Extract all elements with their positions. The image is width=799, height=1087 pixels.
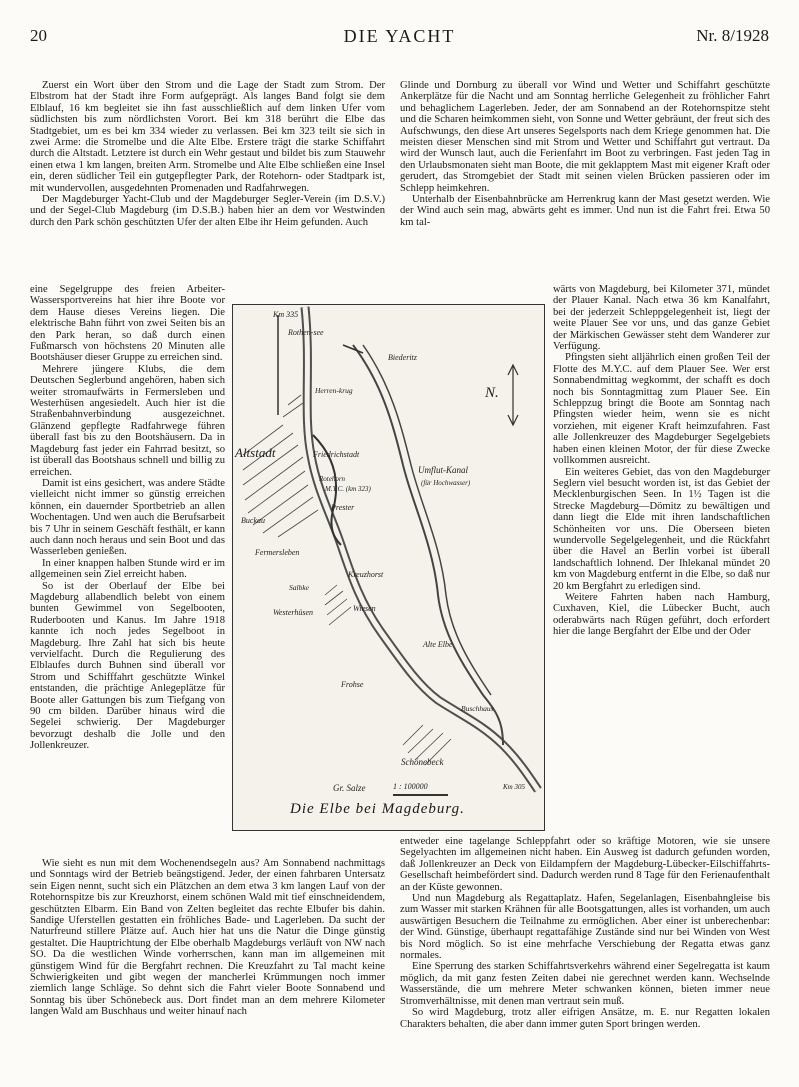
map-label-buschhaus: Buschhaus bbox=[461, 704, 494, 713]
right-column-top bbox=[400, 80, 770, 228]
map-label-wiesen: Wiesen bbox=[353, 604, 376, 613]
paragraph: Glinde und Dornburg zu überall vor Wind und Wetter und Schiffahrt geschützte Ankerplätze für die Nacht und am Sonntag herrliche Gelegenheit zu fröhlicher Fahrt und behaglichem Lagerleben. Jeder, der am Sonnabend an der Rotehornspitze steht und die Scharen heimkommen sieht, von Sonne und Wetter gebräunt, der freut sich des Aufschwungs, den diese Art unseres Segelsports nach dem Kriege genommen hat. Die meisten dieser Menschen sind mit Strom und Wetter und Schiffahrt gut vertraut. Da wird der Wunsch laut, auch die Ferienfahrt im Boot zu verbringen. Fast jeden Tag in den Urlaubsmonaten sieht man Boote, die mit geklapptem Mast mit eigener Kraft oder gerudert, das Stromgebiet der Stadt mit seinen vielen Brücken passieren oder im Schlepp heimkehren. bbox=[400, 80, 770, 194]
paragraph: So wird Magdeburg, trotz aller eifrigen Ansätze, m. E. nur Regatten lokalen Charakters behalten, die aber dann immer guten Sport bringen werden. bbox=[400, 1007, 770, 1030]
right-column-bottom bbox=[400, 836, 770, 1030]
paragraph: Mehrere jüngere Klubs, die dem Deutschen Seglerbund angehören, haben sich weiter stromaufwärts in Fermersleben und Westerhüsen angesiedelt. Auch hier ist die Straßenbahnverbindung ausgezeichnet. Glänzend gepflegte Radfahrwege führen überall fast bis zu den Bootshäusern. Da in Magdeburg fast jeder ein Fahrrad besitzt, so ist überall das Bootshaus schnell und billig zu erreichen. bbox=[30, 363, 225, 478]
map-label-myc: M.Y.C. (km 323) bbox=[325, 485, 371, 493]
map-label-friedrichstadt: Friedrichstadt bbox=[313, 450, 360, 459]
map-label-buckau: Buckau bbox=[241, 516, 265, 525]
left-column-top bbox=[30, 80, 385, 228]
paragraph: wärts von Magdeburg, bei Kilometer 371, mündet der Plauer Kanal. Nach etwa 36 km Kanalfahrt, bei der jederzeit Schleppgelegenheit ist, liegt der weite Plauer See vor uns, und das ganze Gebiet der Märkischen Gewässer steht dem Wanderer zur Verfügung. bbox=[553, 284, 770, 353]
paragraph: Zuerst ein Wort über den Strom und die Lage der Stadt zum Strom. Der Elbstrom hat der Stadt ihre Form aufgeprägt. Als langes Band folgt sie dem Elblauf, 16 km begleitet sie ihn fast ausschließlich auf dem linken Ufer vom südlichsten bis zum nördlichsten Vorort. Bei km 318 berührt die Elbe das Stadtgebiet, um es bei km 334 wieder zu verlassen. Bei km 323 teilt sie sich in zwei Arme: die Stromelbe und die Alte Elbe. Erstere trägt die starke Schiffahrt durch die Altstadt. Letztere ist durch ein Wehr gestaut und bildet bis zum Stauwehr einen etwa 1 km langen, breiten Arm. Stromelbe und Alte Elbe schließen eine Insel ein, deren südlicher Teil ein gutgepflegter Park, der Rotehorn- oder Stadtpark ist, mit wundervollen, ausgedehnten Promenaden und Radfahrwegen. bbox=[30, 80, 385, 194]
map-label-scale: 1 : 100000 bbox=[393, 782, 428, 791]
paragraph: Der Magdeburger Yacht-Club und der Magdeburger Segler-Verein (im D.S.V.) und der Segel-Club Magdeburg (im D.S.B.) haben hier an dem vor Westwinden durch den Park schön geschützten Ufer der alten Elbe ihr Heim gefunden. Auch bbox=[30, 194, 385, 228]
map-label-kreuzhorst: Kreuzhorst bbox=[348, 570, 384, 579]
map-label-km335: Km 335 bbox=[273, 310, 299, 319]
page-header bbox=[0, 0, 799, 60]
map-label-herrenkrug: Herren-krug bbox=[315, 386, 353, 395]
map-label-westerhuesen: Westerhüsen bbox=[273, 608, 313, 617]
map-label-grsalze: Gr. Salze bbox=[333, 783, 366, 793]
map-label-fermersleben: Fermersleben bbox=[255, 548, 300, 557]
map-label-north: N. bbox=[485, 385, 499, 401]
paragraph: Weitere Fahrten haben nach Hamburg, Cuxhaven, Kiel, die Lübecker Bucht, auch oderabwärts nach Rügen geführt, doch erfordert hier die lange Bergfahrt der Elbe und der Oder bbox=[553, 591, 770, 638]
paragraph: Eine Sperrung des starken Schiffahrtsverkehrs während einer Segelregatta ist kaum möglich, da mit ganz festen Zeiten dabei nie gerechnet werden kann. Wechselnde Wasserstände, die um mehrere Meter schwanken können, bieten immer neue Stromverhältnisse, mit denen man vertraut sein muß. bbox=[400, 961, 770, 1007]
left-column-narrow bbox=[30, 284, 225, 752]
elbe-river-inner bbox=[305, 307, 538, 790]
map-label-biederitz: Biederitz bbox=[388, 353, 417, 362]
map-label-schoenebeck: Schönebeck bbox=[401, 757, 444, 767]
map-label-hochwasser: (für Hochwasser) bbox=[421, 479, 471, 487]
paragraph: entweder eine tagelange Schleppfahrt oder so kräftige Motoren, wie sie unsere Segelyachten im allgemeinen nicht haben. Ein Ausweg ist dadurch gefunden worden, daß Jollenkreuzer an Deck von Eildampfern der Magdeburg-Lübecker-Eilschiffahrts-Gesellschaft heimbefördert sind. Dadurch werden rund 8 Tage für den Ferienaufenthalt an der Küste gewonnen. bbox=[400, 836, 770, 893]
map-label-alte-elbe: Alte Elbe bbox=[423, 640, 453, 649]
paragraph: Und nun Magdeburg als Regattaplatz. Hafen, Segelanlagen, Eisenbahngleise bis zum Wasser mit starken Krähnen für alle Bootsgattungen, alles ist vorhanden, um auch auswärtigen Besuchern die Teilnahme zu ermöglichen. Aber einer ist unberechenbar: der Wind. Günstige, überhaupt regattafähige Zustände sind nur bei Winden von West bis Nord möglich. So ist eine mehrfache Verschiebung der Regatta etwas ganz normales. bbox=[400, 893, 770, 962]
issue-number: Nr. 8/1928 bbox=[696, 26, 769, 45]
paragraph: eine Segelgruppe des freien Arbeiter-Wassersportvereins hat hier ihre Boote vor dem Hause dieses Vereins liegen. Die elektrische Bahn führt von zwei Seiten bis an den Park heran, so daß durch einen Fußmarsch von höchstens 20 Minuten alle Bootshäuser dieser Gruppe zu erreichen sind. bbox=[30, 284, 225, 364]
umflut-kanal bbox=[353, 345, 503, 745]
map-label-prester: Prester bbox=[331, 503, 355, 512]
north-arrow bbox=[508, 365, 518, 425]
paragraph: So ist der Oberlauf der Elbe bei Magdeburg allabendlich belebt von einem bunten Gewimmel von Segelbooten, Ruderbooten und Kanus. Im Jahre 1918 kannte ich noch jedes Segelboot in Magdeburg. Ihre Zahl hat sich bis heute vervielfacht. Durch die Regulierung des Elblaufes durch Buhnen sind überall vor Strom und Schifffahrt geschützte Winkel entstanden, die prächtige Anlegeplätze für Boote aller Gattungen bis zum Tiefgang von 90 cm bilden. Darüber hinaus wird die Segelei schwierig. Der Magdeburger bevorzugt deshalb die Jolle und den Jollenkreuzer. bbox=[30, 580, 225, 752]
map-label-frohse: Frohse bbox=[341, 680, 364, 689]
paragraph: Wie sieht es nun mit dem Wochenendsegeln aus? Am Sonnabend nachmittags und Sonntags wird der Betrieb beängstigend. Jeder, der einen fahrbaren Untersatz sein Eigen nennt, sucht sich ein Plätzchen an dem etwa 3 km langen Lauf von der Rotehornspitze bis zur Kreuzhorst, einem schönen Wald mit tief einschneidendem, geschützten Elbarm. Ein Band von Zelten begleitet das rechte Elbufer bis dahin. Sandige Uferstellen gestatten ein fröhliches Bade- und Lagerleben. Da sucht der Naturfreund stillere Plätze auf. Auch hier hat uns die Natur die Dinge günstig gestaltet. Die Hauptrichtung der Elbe oberhalb Magdeburgs verläuft von NW nach SO. Da die westlichen Winde vorherrschen, kann man im allgemeinen mit günstigem Wind für die Bergfahrt rechnen. Die Kreuzfahrt zu Tal macht keine Schwierigkeiten und gibt wegen der mancherlei Krümmungen noch immer ziemlich lange Schläge. So dehnt sich die Fahrt vieler Boote Sonnabend und Sonntag bis über Schönebeck aus. Dort findet man an dem mehrere Kilometer langen Wald am Buschhaus und weiter hinauf nach bbox=[30, 858, 385, 1018]
magazine-title: DIE YACHT bbox=[343, 26, 456, 46]
paragraph: Unterhalb der Eisenbahnbrücke am Herrenkrug kann der Mast gesetzt werden. Wie der Wind auch sein mag, abwärts geht es immer. Und nun ist die Fahrt frei. Etwa 50 km tal- bbox=[400, 194, 770, 228]
map-label-altstadt: Altstadt bbox=[235, 445, 276, 460]
paragraph: Pfingsten sieht alljährlich einen großen Teil der Flotte des M.Y.C. auf dem Plauer See. Wer erst Sonnabendmittag wegkommt, der schafft es doch noch bis Sonntagmittag zum Plauer See. Ein Schleppzug bringt die Boote am Sonntag nach Pfingsten wieder heim, wenn sie es nicht vorziehen, mit eigener Kraft heimzufahren. Fast alle Jollenkreuzer des Magdeburger Segelgebiets haben einen kleinen Motor, der für diese Zwecke vollkommen ausreicht. bbox=[553, 352, 770, 467]
left-column-bottom bbox=[30, 858, 385, 1018]
map-label-km305: Km 305 bbox=[503, 783, 525, 791]
page-number: 20 bbox=[30, 26, 47, 45]
right-column-narrow bbox=[553, 284, 770, 638]
map-drawing bbox=[233, 305, 544, 830]
map-label-rotehorn: Rotehorn bbox=[319, 475, 346, 483]
map-label-rothensee: Rothen-see bbox=[288, 328, 324, 337]
westerhuesen-hatching bbox=[325, 585, 351, 625]
map-label-umflutkanal: Umflut-Kanal bbox=[418, 465, 469, 475]
paragraph: In einer knappen halben Stunde wird er im allgemeinen sein Ziel erreicht haben. bbox=[30, 557, 225, 581]
paragraph: Damit ist eins gesichert, was andere Städte vielleicht nicht immer so günstig erreichen können, ein dauernder Sportbetrieb an allen Wochentagen. Und wen auch die Berufsarbeit bis 7 Uhr in seinem Geschäft festhält, er kann auch dann noch heraus und sein Boot und das Wasserleben genießen. bbox=[30, 477, 225, 558]
paragraph: Ein weiteres Gebiet, das von den Magdeburger Seglern viel besucht worden ist, ist das Gebiet der Mecklenburgischen Seen. In 1½ Tagen ist die Strecke Magdeburg—Dömitz zu bewältigen und dann liegt die Elde mit ihren landschaftlichen Schönheiten vor uns. Die Oberseen bieten wundervolle Segelgelegenheit, und die Rückfahrt über die Havel an Berlin vorbei ist überall landschaftlich lohnend. Der Ihlekanal mündet 20 km von Magdeburg entfernt in die Elbe, so daß nur 20 km Bergfahrt zu erledigen sind. bbox=[553, 466, 770, 592]
elbe-map bbox=[232, 304, 545, 831]
map-label-salbke: Salbke bbox=[289, 583, 309, 592]
map-caption: Die Elbe bei Magdeburg. bbox=[290, 801, 465, 817]
